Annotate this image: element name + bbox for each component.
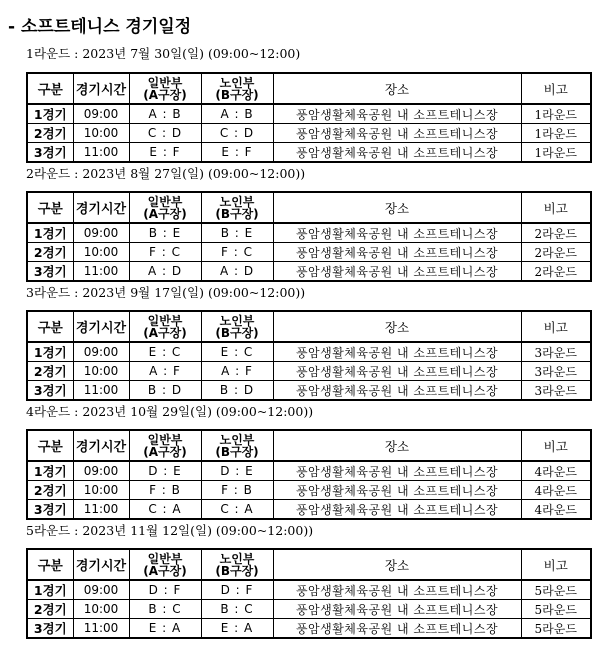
header-venue: 장소 bbox=[273, 311, 521, 342]
note-cell: 5라운드 bbox=[521, 580, 591, 600]
game-cell: 3경기 bbox=[27, 143, 73, 163]
time-cell: 09:00 bbox=[73, 461, 129, 481]
schedule-table bbox=[26, 310, 592, 401]
general-match-cell: F : B bbox=[129, 481, 201, 500]
note-cell: 4라운드 bbox=[521, 500, 591, 520]
general-match-cell: C : A bbox=[129, 500, 201, 520]
header-division: 구분 bbox=[27, 192, 73, 223]
venue-cell: 풍암생활체육공원 내 소프트테니스장 bbox=[273, 124, 521, 143]
senior-match-cell: F : C bbox=[201, 243, 273, 262]
senior-match-cell: A : B bbox=[201, 104, 273, 124]
venue-cell: 풍암생활체육공원 내 소프트테니스장 bbox=[273, 619, 521, 639]
general-match-cell: C : D bbox=[129, 124, 201, 143]
note-cell: 2라운드 bbox=[521, 223, 591, 243]
table-header-row bbox=[27, 430, 591, 461]
time-cell: 10:00 bbox=[73, 600, 129, 619]
general-match-cell: A : F bbox=[129, 362, 201, 381]
note-cell: 4라운드 bbox=[521, 461, 591, 481]
general-match-cell: A : B bbox=[129, 104, 201, 124]
header-senior-line1: 노인부 bbox=[219, 551, 255, 566]
schedule-table bbox=[26, 429, 592, 520]
note-cell: 2라운드 bbox=[521, 243, 591, 262]
header-senior bbox=[201, 311, 273, 342]
header-general-line1: 일반부 bbox=[147, 194, 183, 209]
header-general-line2: (A구장) bbox=[143, 206, 187, 221]
round-heading: 3라운드 : 2023년 9월 17일(일) (09:00~12:00)) bbox=[26, 285, 306, 300]
table-row bbox=[27, 461, 591, 481]
header-division: 구분 bbox=[27, 73, 73, 104]
note-cell: 2라운드 bbox=[521, 262, 591, 282]
game-cell: 1경기 bbox=[27, 461, 73, 481]
header-note: 비고 bbox=[521, 430, 591, 461]
general-match-cell: F : C bbox=[129, 243, 201, 262]
senior-match-cell: A : F bbox=[201, 362, 273, 381]
header-senior bbox=[201, 430, 273, 461]
table-row bbox=[27, 381, 591, 401]
senior-match-cell: E : C bbox=[201, 342, 273, 362]
venue-cell: 풍암생활체육공원 내 소프트테니스장 bbox=[273, 362, 521, 381]
header-senior-line2: (B구장) bbox=[215, 206, 259, 221]
senior-match-cell: C : A bbox=[201, 500, 273, 520]
header-general bbox=[129, 549, 201, 580]
header-time: 경기시간 bbox=[73, 73, 129, 104]
time-cell: 09:00 bbox=[73, 342, 129, 362]
header-general-line2: (A구장) bbox=[143, 325, 187, 340]
time-cell: 09:00 bbox=[73, 580, 129, 600]
header-general-line2: (A구장) bbox=[143, 87, 187, 102]
venue-cell: 풍암생활체육공원 내 소프트테니스장 bbox=[273, 461, 521, 481]
header-general-line2: (A구장) bbox=[143, 444, 187, 459]
header-time: 경기시간 bbox=[73, 192, 129, 223]
senior-match-cell: B : D bbox=[201, 381, 273, 401]
game-cell: 1경기 bbox=[27, 580, 73, 600]
table-row bbox=[27, 362, 591, 381]
venue-cell: 풍암생활체육공원 내 소프트테니스장 bbox=[273, 342, 521, 362]
general-match-cell: D : E bbox=[129, 461, 201, 481]
time-cell: 10:00 bbox=[73, 481, 129, 500]
venue-cell: 풍암생활체육공원 내 소프트테니스장 bbox=[273, 481, 521, 500]
header-note: 비고 bbox=[521, 192, 591, 223]
page-title: - 소프트테니스 경기일정 bbox=[8, 17, 192, 37]
header-note: 비고 bbox=[521, 73, 591, 104]
game-cell: 2경기 bbox=[27, 362, 73, 381]
venue-cell: 풍암생활체육공원 내 소프트테니스장 bbox=[273, 262, 521, 282]
header-time: 경기시간 bbox=[73, 311, 129, 342]
round-heading: 5라운드 : 2023년 11월 12일(일) (09:00~12:00)) bbox=[26, 523, 314, 538]
game-cell: 3경기 bbox=[27, 619, 73, 639]
game-cell: 1경기 bbox=[27, 104, 73, 124]
time-cell: 11:00 bbox=[73, 619, 129, 639]
header-senior-line2: (B구장) bbox=[215, 87, 259, 102]
game-cell: 3경기 bbox=[27, 500, 73, 520]
table-row bbox=[27, 104, 591, 124]
note-cell: 1라운드 bbox=[521, 143, 591, 163]
table-row bbox=[27, 223, 591, 243]
note-cell: 5라운드 bbox=[521, 600, 591, 619]
time-cell: 10:00 bbox=[73, 243, 129, 262]
general-match-cell: E : F bbox=[129, 143, 201, 163]
time-cell: 11:00 bbox=[73, 381, 129, 401]
general-match-cell: A : D bbox=[129, 262, 201, 282]
venue-cell: 풍암생활체육공원 내 소프트테니스장 bbox=[273, 143, 521, 163]
table-header-row bbox=[27, 549, 591, 580]
header-division: 구분 bbox=[27, 430, 73, 461]
header-note: 비고 bbox=[521, 549, 591, 580]
note-cell: 3라운드 bbox=[521, 362, 591, 381]
senior-match-cell: E : F bbox=[201, 143, 273, 163]
table-header-row bbox=[27, 192, 591, 223]
senior-match-cell: C : D bbox=[201, 124, 273, 143]
header-general-line1: 일반부 bbox=[147, 551, 183, 566]
schedule-table bbox=[26, 548, 592, 639]
table-header-row bbox=[27, 311, 591, 342]
table-row bbox=[27, 619, 591, 639]
header-note: 비고 bbox=[521, 311, 591, 342]
header-general bbox=[129, 430, 201, 461]
venue-cell: 풍암생활체육공원 내 소프트테니스장 bbox=[273, 243, 521, 262]
note-cell: 5라운드 bbox=[521, 619, 591, 639]
header-general-line1: 일반부 bbox=[147, 75, 183, 90]
general-match-cell: B : E bbox=[129, 223, 201, 243]
senior-match-cell: B : E bbox=[201, 223, 273, 243]
schedule-table bbox=[26, 191, 592, 282]
header-venue: 장소 bbox=[273, 430, 521, 461]
header-senior-line2: (B구장) bbox=[215, 563, 259, 578]
header-general bbox=[129, 73, 201, 104]
time-cell: 11:00 bbox=[73, 143, 129, 163]
game-cell: 3경기 bbox=[27, 262, 73, 282]
senior-match-cell: D : F bbox=[201, 580, 273, 600]
time-cell: 10:00 bbox=[73, 124, 129, 143]
table-row bbox=[27, 143, 591, 163]
header-time: 경기시간 bbox=[73, 549, 129, 580]
header-general-line1: 일반부 bbox=[147, 432, 183, 447]
note-cell: 1라운드 bbox=[521, 104, 591, 124]
header-senior-line1: 노인부 bbox=[219, 313, 255, 328]
general-match-cell: E : A bbox=[129, 619, 201, 639]
time-cell: 10:00 bbox=[73, 362, 129, 381]
header-venue: 장소 bbox=[273, 192, 521, 223]
table-header-row bbox=[27, 73, 591, 104]
table-row bbox=[27, 262, 591, 282]
game-cell: 3경기 bbox=[27, 381, 73, 401]
header-venue: 장소 bbox=[273, 73, 521, 104]
time-cell: 09:00 bbox=[73, 223, 129, 243]
venue-cell: 풍암생활체육공원 내 소프트테니스장 bbox=[273, 381, 521, 401]
header-senior-line1: 노인부 bbox=[219, 194, 255, 209]
header-time: 경기시간 bbox=[73, 430, 129, 461]
round-heading: 2라운드 : 2023년 8월 27일(일) (09:00~12:00)) bbox=[26, 166, 306, 181]
general-match-cell: E : C bbox=[129, 342, 201, 362]
senior-match-cell: E : A bbox=[201, 619, 273, 639]
game-cell: 2경기 bbox=[27, 124, 73, 143]
time-cell: 11:00 bbox=[73, 262, 129, 282]
table-row bbox=[27, 600, 591, 619]
header-senior bbox=[201, 73, 273, 104]
time-cell: 11:00 bbox=[73, 500, 129, 520]
note-cell: 1라운드 bbox=[521, 124, 591, 143]
header-senior bbox=[201, 192, 273, 223]
general-match-cell: B : C bbox=[129, 600, 201, 619]
senior-match-cell: D : E bbox=[201, 461, 273, 481]
header-senior-line1: 노인부 bbox=[219, 432, 255, 447]
note-cell: 3라운드 bbox=[521, 342, 591, 362]
general-match-cell: D : F bbox=[129, 580, 201, 600]
header-general bbox=[129, 192, 201, 223]
header-division: 구분 bbox=[27, 311, 73, 342]
venue-cell: 풍암생활체육공원 내 소프트테니스장 bbox=[273, 223, 521, 243]
header-division: 구분 bbox=[27, 549, 73, 580]
senior-match-cell: A : D bbox=[201, 262, 273, 282]
note-cell: 4라운드 bbox=[521, 481, 591, 500]
venue-cell: 풍암생활체육공원 내 소프트테니스장 bbox=[273, 580, 521, 600]
game-cell: 1경기 bbox=[27, 223, 73, 243]
note-cell: 3라운드 bbox=[521, 381, 591, 401]
game-cell: 2경기 bbox=[27, 243, 73, 262]
header-general bbox=[129, 311, 201, 342]
header-senior-line1: 노인부 bbox=[219, 75, 255, 90]
header-senior-line2: (B구장) bbox=[215, 444, 259, 459]
game-cell: 2경기 bbox=[27, 600, 73, 619]
table-row bbox=[27, 500, 591, 520]
table-row bbox=[27, 243, 591, 262]
table-row bbox=[27, 481, 591, 500]
header-general-line2: (A구장) bbox=[143, 563, 187, 578]
venue-cell: 풍암생활체육공원 내 소프트테니스장 bbox=[273, 104, 521, 124]
round-heading: 1라운드 : 2023년 7월 30일(일) (09:00~12:00) bbox=[26, 46, 301, 61]
time-cell: 09:00 bbox=[73, 104, 129, 124]
table-row bbox=[27, 580, 591, 600]
general-match-cell: B : D bbox=[129, 381, 201, 401]
header-venue: 장소 bbox=[273, 549, 521, 580]
senior-match-cell: F : B bbox=[201, 481, 273, 500]
header-general-line1: 일반부 bbox=[147, 313, 183, 328]
header-senior bbox=[201, 549, 273, 580]
game-cell: 2경기 bbox=[27, 481, 73, 500]
game-cell: 1경기 bbox=[27, 342, 73, 362]
senior-match-cell: B : C bbox=[201, 600, 273, 619]
schedule-table bbox=[26, 72, 592, 163]
table-row bbox=[27, 124, 591, 143]
round-heading: 4라운드 : 2023년 10월 29일(일) (09:00~12:00)) bbox=[26, 404, 314, 419]
venue-cell: 풍암생활체육공원 내 소프트테니스장 bbox=[273, 600, 521, 619]
venue-cell: 풍암생활체육공원 내 소프트테니스장 bbox=[273, 500, 521, 520]
table-row bbox=[27, 342, 591, 362]
header-senior-line2: (B구장) bbox=[215, 325, 259, 340]
